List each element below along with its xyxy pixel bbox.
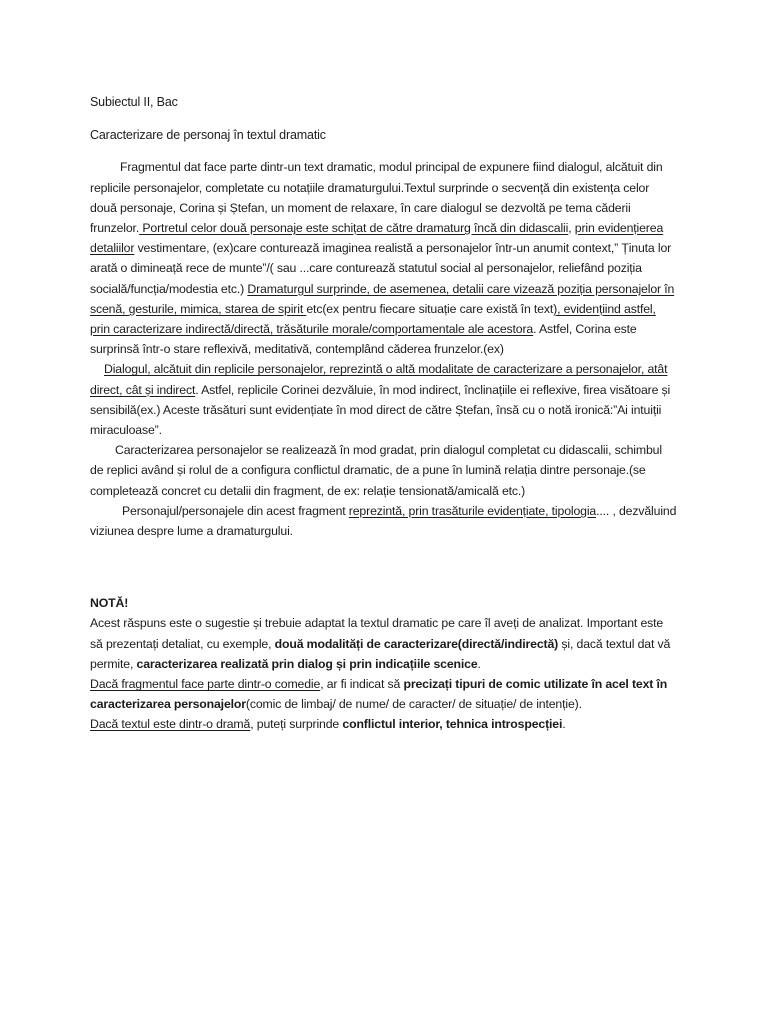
dramaturg-underlined: Dramaturgul surprinde, de asemenea, detalii care vizează poziția personajelor în scenă, gesturile, mimica, starea de spirit [90, 281, 675, 316]
topic-heading: Caracterizare de personaj în textul dramatic [90, 128, 326, 143]
details-underlined: prin evidențierea detaliilor [90, 221, 664, 256]
note-title: NOTĂ! [90, 596, 129, 611]
paragraph-intro [90, 157, 678, 359]
note-comic-types: precizați tipuri de comic utilizate în acel text în caracterizarea personajelor [90, 677, 668, 712]
note-drama-text: , puteți surprinde [250, 717, 343, 732]
note-drama-underlined: Dacă textul este dintr-o dramă [90, 717, 251, 732]
document-page [90, 92, 678, 735]
note-dialog-characterization: caracterizarea realizată prin dialog și prin indicațiile scenice [136, 656, 478, 671]
note-drama-period: . [562, 717, 566, 732]
note-period: . [477, 656, 481, 671]
note-line-drama [90, 714, 678, 734]
note-comedy-underlined: Dacă fragmentul face parte dintr-o comedie [90, 677, 321, 692]
note-if-text: și, dacă textul dat vă permite, [90, 636, 671, 671]
typology-underlined: reprezintă, prin trasăturile evidențiate, tipologia [348, 503, 597, 518]
paragraph-conclusion [90, 501, 678, 541]
note-suggestion-text: Acest răspuns este o sugestie și trebuie adaptat la textul dramatic pe care îl aveți de analizat. Important este să prezentați detaliat, cu exemple, [90, 616, 664, 651]
intro-comma: , [568, 221, 575, 236]
portrait-underlined: Portretul celor două personaje este schițat de către dramaturg încă din didascalii [139, 221, 569, 236]
intro-conclusion-text: . Astfel, Corina este surprinsă într-o stare reflexivă, meditativă, contemplând căderea frunzelor.(ex) [90, 322, 637, 357]
note-comic-list: (comic de limbaj/ de nume/ de caracter/ de situație/ de intenție). [245, 697, 582, 712]
intro-example-text: etc(ex pentru fiecare situație care există în text [306, 301, 554, 316]
note-comedy-text: , ar fi indicat să [320, 677, 404, 692]
note-two-modalities: două modalități de caracterizare(directă/indirectă) [274, 636, 559, 651]
note-line-suggestion [90, 613, 678, 674]
characterization-underlined: ), evidențiind astfel, prin caracterizare indirectă/directă, trăsăturile morale/comportamentale ale acestora [90, 301, 656, 337]
dialog-underlined: Dialogul, alcătuit din replicile personajelor, reprezintă o altă modalitate de caracterizare a personajelor, atât direct, cât și indirect [90, 362, 668, 397]
paragraph-dialog [90, 359, 678, 440]
intro-details-text: vestimentare, (ex)care conturează imaginea realistă a personajelor într-un anumit context,” Ținuta lor arată o dimineață rece de munte”/( sau ...care conturează statutul social al personajelor, reliefând poziția socială/funcția/modestia etc.) [90, 241, 672, 296]
conclusion-end-text: .... , dezvăluind viziunea despre lume a dramaturgului. [90, 503, 677, 539]
dialog-text: . Astfel, replicile Corinei dezvăluie, în mod indirect, înclinațiile ei reflexive, firea visătoare și sensibilă(ex.) Aceste trăsături sunt evidențiate în mod direct de către Ștefan, însă cu o notă ironică:”Ai intuiții miraculoase”. [90, 382, 671, 438]
paragraph-gradual: Caracterizarea personajelor se realizează în mod gradat, prin dialogul completat cu didascalii, schimbul de replici având și rolul de a configura conflictul dramatic, de a pune în lumină relația dintre personaje.(se completează concret cu detalii din fragment, de ex: relație tensionată/amicală etc.) [90, 443, 662, 498]
conclusion-text: Personajul/personajele din acest fragment [122, 503, 349, 518]
note-inner-conflict: conflictul interior, tehnica introspecției [342, 717, 563, 732]
note-section [90, 593, 678, 734]
intro-text: Fragmentul dat face parte dintr-un text dramatic, modul principal de expunere fiind dialogul, alcătuit din replicile personajelor, completate cu notațiile dramaturgului.Textul surprinde o secvență din existența celor două personaje, Corina și Ștefan, un moment de relaxare, în care dialogul se dezvoltă pe tema căderii frunzelor. [90, 160, 663, 236]
subject-heading: Subiectul II, Bac [90, 95, 178, 109]
note-line-comedy [90, 674, 678, 714]
